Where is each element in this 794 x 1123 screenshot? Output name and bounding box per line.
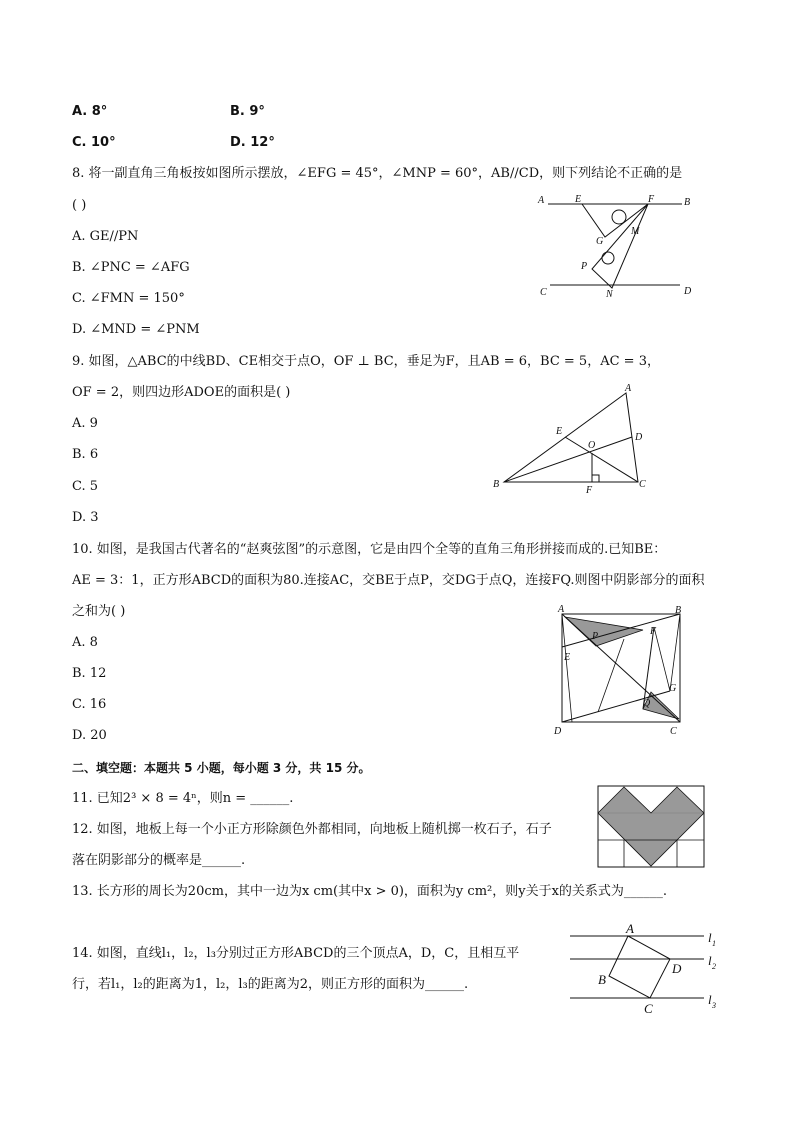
q7-option-a: A. 8° xyxy=(72,104,108,119)
label-a: A xyxy=(626,921,634,936)
label-b: B xyxy=(598,972,606,987)
q8-option-a: A. GE//PN xyxy=(72,229,139,244)
shaded-heart xyxy=(598,787,704,866)
label-l3: l xyxy=(708,992,712,1007)
label-l2-sub: 2 xyxy=(712,962,716,971)
q10-option-d: D. 20 xyxy=(72,728,107,743)
q9-stem-2: OF = 2，则四边形ADOE的面积是( ) xyxy=(72,385,291,400)
label-c: C xyxy=(639,479,646,490)
circle-upper xyxy=(612,210,626,224)
q14-figure xyxy=(566,920,726,1016)
q9-option-b: B. 6 xyxy=(72,447,99,462)
label-d: D xyxy=(684,286,692,297)
label-c: C xyxy=(670,726,677,737)
q8-figure xyxy=(530,190,700,302)
label-l2: l xyxy=(708,953,712,968)
median-ce xyxy=(565,437,638,482)
q7-option-b: B. 9° xyxy=(230,104,265,119)
q8-option-c: C. ∠FMN = 150° xyxy=(72,291,185,306)
q14-line-2: 行，若l₁，l₂的距离为1，l₂，l₃的距离为2，则正方形的面积为______. xyxy=(72,977,469,992)
label-c: C xyxy=(540,287,547,298)
label-d: D xyxy=(635,432,643,443)
q11-text: 11. 已知2³ × 8 = 4ⁿ，则n = ______. xyxy=(72,791,294,806)
q9-option-a: A. 9 xyxy=(72,416,98,431)
label-o: O xyxy=(588,440,596,451)
label-q: Q xyxy=(643,698,651,709)
q12-line-2: 落在阴影部分的概率是______. xyxy=(72,853,246,868)
q10-figure xyxy=(548,602,690,740)
median-bd xyxy=(504,437,632,482)
q9-stem: 9. 如图，△ABC的中线BD、CE相交于点O，OF ⊥ BC，垂足为F，且AB = 6，BC = 5，AC = 3， xyxy=(72,354,660,369)
label-p: P xyxy=(581,261,588,272)
label-p: P xyxy=(592,631,599,642)
side-fg xyxy=(654,627,670,691)
label-b: B xyxy=(493,479,500,490)
label-e: E xyxy=(564,652,571,663)
q10-option-c: C. 16 xyxy=(72,697,107,712)
q7-option-c: C. 10° xyxy=(72,135,116,150)
label-e: E xyxy=(556,426,563,437)
section-heading: 二、填空题：本题共 5 小题，每小题 3 分，共 15 分。 xyxy=(72,761,371,775)
label-l1: l xyxy=(708,930,712,945)
label-l3-sub: 3 xyxy=(712,1001,716,1010)
label-m: M xyxy=(631,226,640,237)
side-ae xyxy=(562,614,572,722)
label-a: A xyxy=(558,604,565,615)
label-g: G xyxy=(669,683,677,694)
triangle-abc xyxy=(504,393,638,482)
label-f: F xyxy=(648,194,655,205)
label-e: E xyxy=(575,194,582,205)
label-f: F xyxy=(586,485,593,496)
q9-option-d: D. 3 xyxy=(72,510,99,525)
q8-option-b: B. ∠PNC = ∠AFG xyxy=(72,260,190,275)
circle-lower xyxy=(602,252,614,264)
q10-stem: 10. 如图，是我国古代著名的“赵爽弦图”的示意图，它是由四个全等的直角三角形拼接而成的.已知BE： xyxy=(72,542,667,557)
q8-stem-paren: ( ) xyxy=(72,198,87,213)
label-d: D xyxy=(554,726,562,737)
q10-stem-3: 之和为( ) xyxy=(72,604,126,619)
label-a: A xyxy=(538,195,545,206)
label-d: D xyxy=(672,961,682,976)
q10-stem-2: AE = 3：1，正方形ABCD的面积为80.连接AC，交BE于点P，交DG于点Q，连接FQ.则图中阴影部分的面积 xyxy=(72,573,705,588)
q7-option-d: D. 12° xyxy=(230,135,275,150)
q13-text: 13. 长方形的周长为20cm，其中一边为x cm(其中x > 0)，面积为y cm²，则y关于x的关系式为______. xyxy=(72,884,668,899)
label-a: A xyxy=(625,383,632,394)
q12-figure xyxy=(596,784,708,870)
label-b: B xyxy=(675,605,682,616)
q9-figure xyxy=(488,378,658,498)
right-angle-mark xyxy=(592,475,599,482)
q12-line-1: 12. 如图，地板上每一个小正方形除颜色外都相同，向地板上随机掷一枚石子，石子 xyxy=(72,822,552,837)
q10-option-a: A. 8 xyxy=(72,635,98,650)
shaded-upper xyxy=(565,617,643,646)
label-f: F xyxy=(650,626,657,637)
q14-line-1: 14. 如图，直线l₁，l₂，l₃分别过正方形ABCD的三个顶点A，D，C，且相互平 xyxy=(72,946,520,961)
label-l1-sub: 1 xyxy=(712,939,716,948)
label-b: B xyxy=(684,197,691,208)
q8-stem: 8. 将一副直角三角板按如图所示摆放，∠EFG = 45°，∠MNP = 60°，AB//CD，则下列结论不正确的是 xyxy=(72,166,683,181)
label-n: N xyxy=(606,289,613,300)
side-bf xyxy=(670,614,680,691)
q10-option-b: B. 12 xyxy=(72,666,107,681)
square-abcd xyxy=(609,936,670,998)
q8-option-d: D. ∠MND = ∠PNM xyxy=(72,322,200,337)
label-c: C xyxy=(644,1001,653,1016)
q9-option-c: C. 5 xyxy=(72,479,99,494)
label-g: G xyxy=(596,236,604,247)
